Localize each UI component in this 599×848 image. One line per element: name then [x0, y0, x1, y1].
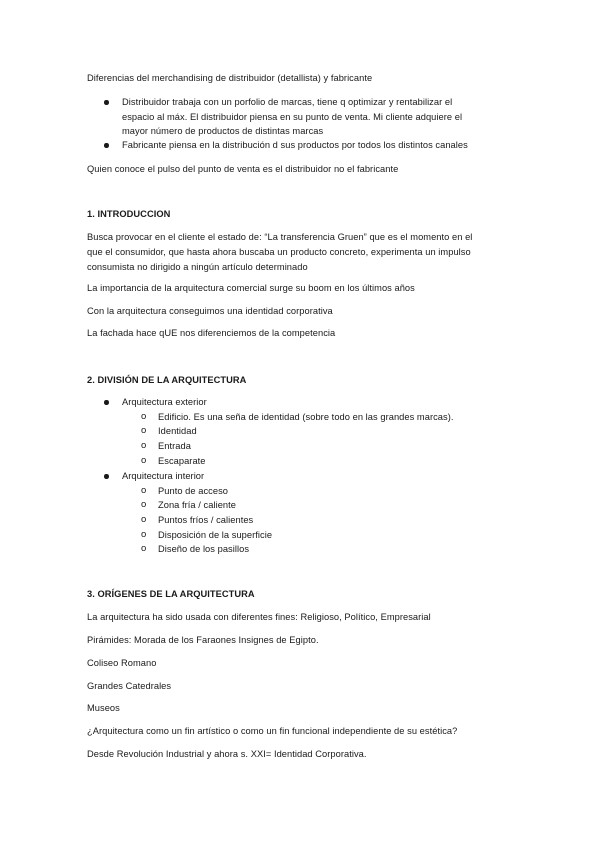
- exterior-item: Edificio. Es una seña de identidad (sobre todo en las grandes marcas).: [158, 412, 454, 422]
- sub-bullet-marker: o: [141, 543, 147, 554]
- interior-item: Zona fría / caliente: [158, 500, 236, 510]
- interior-label: Arquitectura interior: [122, 471, 205, 481]
- section-1-para-line-1: Busca provocar en el cliente el estado de: “La transferencia Gruen” que es el momento en el: [87, 232, 473, 242]
- section-1-line-2: La importancia de la arquitectura comercial surge su boom en los últimos años: [87, 283, 415, 293]
- interior-item: Puntos fríos / calientes: [158, 515, 254, 525]
- section-3-line: Grandes Catedrales: [87, 681, 172, 691]
- sub-bullet-marker: o: [141, 485, 147, 496]
- sub-bullet-marker: o: [141, 425, 147, 436]
- interior-item: Punto de acceso: [158, 486, 229, 496]
- section-2-heading: 2. DIVISIÓN DE LA ARQUITECTURA: [87, 375, 247, 385]
- section-3-heading: 3. ORÍGENES DE LA ARQUITECTURA: [87, 589, 255, 599]
- bullet-dot: [104, 474, 109, 479]
- section-3-line: ¿Arquitectura como un fin artístico o como un fin funcional independiente de su estética?: [87, 726, 458, 736]
- exterior-item: Identidad: [158, 426, 197, 436]
- intro-title: Diferencias del merchandising de distribuidor (detallista) y fabricante: [87, 73, 373, 83]
- sub-bullet-marker: o: [141, 455, 147, 466]
- bullet-dot: [104, 100, 109, 105]
- exterior-item: Escaparate: [158, 456, 206, 466]
- intro-bullet-2: Fabricante piensa en la distribución d sus productos por todos los distintos canales: [122, 140, 468, 150]
- section-3-line: Pirámides: Morada de los Faraones Insignes de Egipto.: [87, 635, 319, 645]
- section-1-para-line-3: consumista no dirigido a ningún artículo determinado: [87, 262, 308, 272]
- sub-bullet-marker: o: [141, 514, 147, 525]
- intro-bullet-1-line-1: Distribuidor trabaja con un porfolio de marcas, tiene q optimizar y rentabilizar el: [122, 97, 453, 107]
- bullet-dot: [104, 143, 109, 148]
- section-3-line: Coliseo Romano: [87, 658, 157, 668]
- sub-bullet-marker: o: [141, 411, 147, 422]
- section-1-para-line-2: que el consumidor, que hasta ahora buscaba un producto concreto, experimenta un impulso: [87, 247, 471, 257]
- section-1-line-4: La fachada hace qUE nos diferenciemos de la competencia: [87, 328, 336, 338]
- interior-item: Diseño de los pasillos: [158, 544, 250, 554]
- sub-bullet-marker: o: [141, 529, 147, 540]
- exterior-label: Arquitectura exterior: [122, 397, 207, 407]
- section-3-line: La arquitectura ha sido usada con diferentes fines: Religioso, Político, Empresarial: [87, 612, 431, 622]
- sub-bullet-marker: o: [141, 499, 147, 510]
- intro-note: Quien conoce el pulso del punto de venta es el distribuidor no el fabricante: [87, 164, 399, 174]
- section-1-line-3: Con la arquitectura conseguimos una identidad corporativa: [87, 306, 333, 316]
- section-3-line: Desde Revolución Industrial y ahora s. XXI= Identidad Corporativa.: [87, 749, 367, 759]
- interior-item: Disposición de la superficie: [158, 530, 273, 540]
- intro-bullet-1-line-2: espacio al máx. El distribuidor piensa en su punto de venta. Mi cliente adquiere el: [122, 112, 463, 122]
- intro-bullet-1-line-3: mayor número de productos de distintas marcas: [122, 126, 324, 136]
- bullet-dot: [104, 400, 109, 405]
- sub-bullet-marker: o: [141, 440, 147, 451]
- section-3-line: Museos: [87, 703, 120, 713]
- section-1-heading: 1. INTRODUCCION: [87, 209, 171, 219]
- exterior-item: Entrada: [158, 441, 191, 451]
